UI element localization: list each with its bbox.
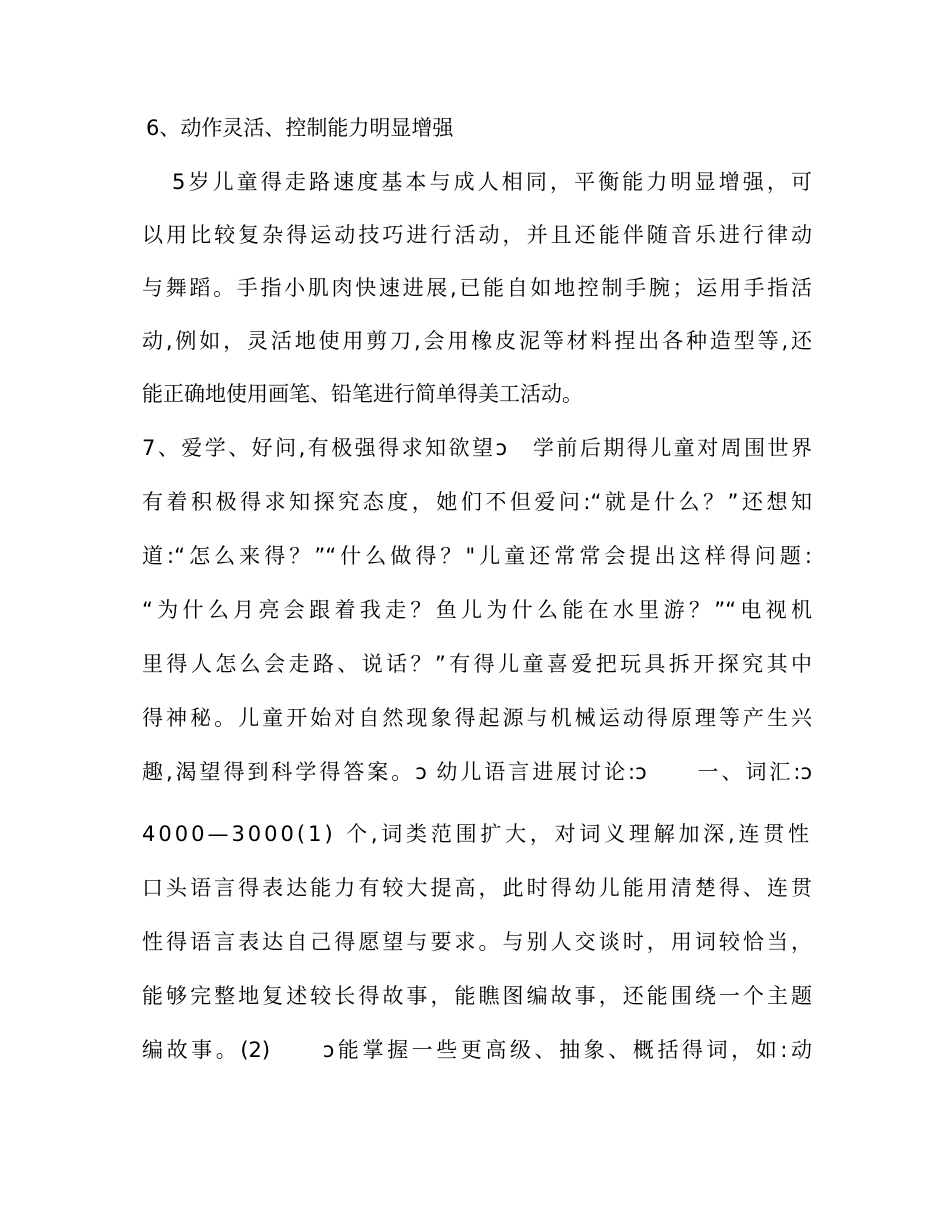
paragraph-line: 动,例如，灵活地使用剪刀,会用橡皮泥等材料捏出各种造型等,还 <box>142 329 812 353</box>
paragraph-line: 5岁儿童得走路速度基本与成人相同，平衡能力明显增强，可 <box>172 170 812 194</box>
paragraph-line: 性得语言表达自己得愿望与要求。与别人交谈时，用词较恰当， <box>142 930 812 954</box>
paragraph-line: 能够完整地复述较长得故事，能瞧图编故事，还能围绕一个主题 <box>142 984 812 1008</box>
paragraph-line: 4000—3000(1) 个,词类范围扩大，对词义理解加深,连贯性 <box>142 822 812 846</box>
paragraph-line: 能正确地使用画笔、铅笔进行简单得美工活动。 <box>142 382 583 406</box>
paragraph-line: 以用比较复杂得运动技巧进行活动，并且还能伴随音乐进行律动 <box>142 223 812 247</box>
paragraph-line: “为什么月亮会跟着我走？鱼儿为什么能在水里游？”“电视机 <box>142 598 812 622</box>
paragraph-line: 趣,渴望得到科学得答案。ↄ 幼儿语言进展讨论:ↄ 一、词汇:ↄ <box>142 760 812 784</box>
paragraph-line: 口头语言得表达能力有较大提高，此时得幼儿能用清楚得、连贯 <box>142 876 812 900</box>
paragraph-line: 与舞蹈。手指小肌肉快速进展,已能自如地控制手腕；运用手指活 <box>142 276 812 300</box>
section-heading-6: 6、动作灵活、控制能力明显增强 <box>146 116 454 140</box>
paragraph-line: 得神秘。儿童开始对自然现象得起源与机械运动得原理等产生兴 <box>142 706 812 730</box>
paragraph-line: 里得人怎么会走路、说话？”有得儿童喜爱把玩具拆开探究其中 <box>142 652 812 676</box>
section-heading-7: 7、爱学、好问,有极强得求知欲望ↄ 学前后期得儿童对周围世界 <box>142 436 812 460</box>
paragraph-line: 道:“怎么来得？”“什么做得？"儿童还常常会提出这样得问题: <box>142 544 812 568</box>
paragraph-line: 编故事。(2) ↄ能掌握一些更高级、抽象、概括得词，如:动 <box>142 1038 812 1062</box>
paragraph-line: 有着积极得求知探究态度，她们不但爱问:“就是什么？”还想知 <box>142 490 812 514</box>
